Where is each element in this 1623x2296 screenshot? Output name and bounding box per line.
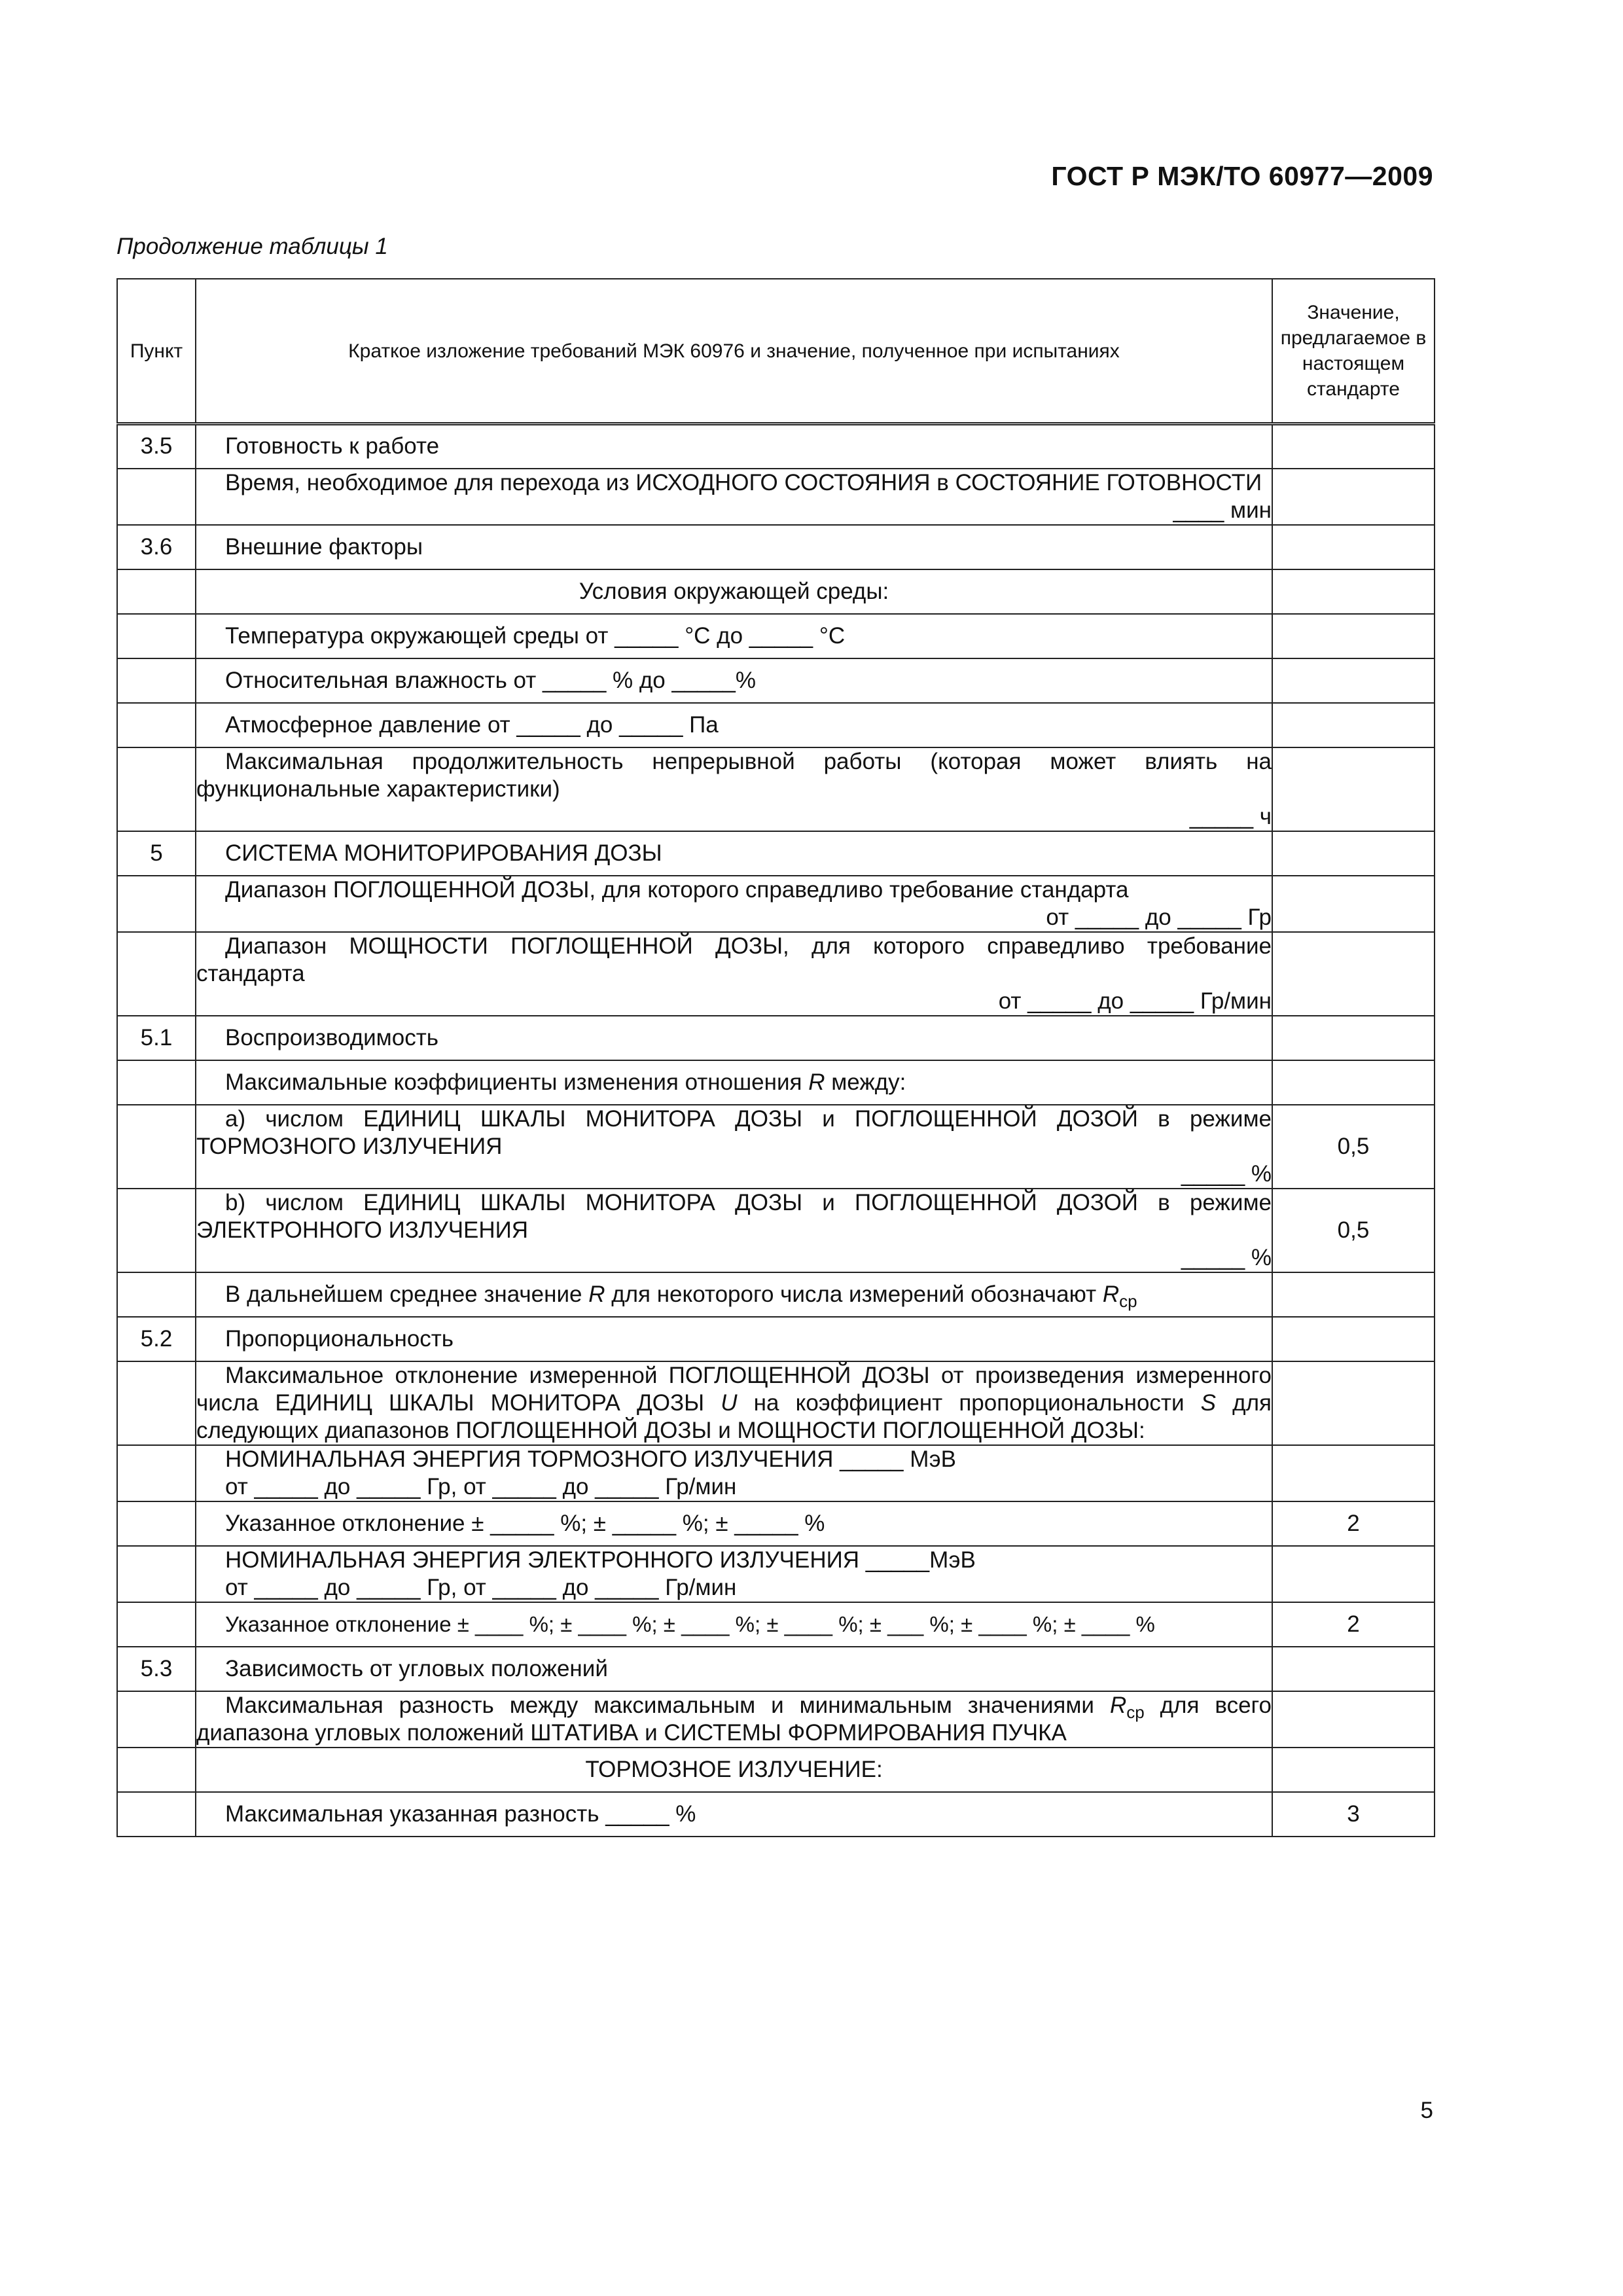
table-row xyxy=(117,1272,1435,1317)
row-num xyxy=(117,469,196,525)
row-text-a: Максимальная разность между максимальным и минимальным значениями xyxy=(225,1692,1110,1718)
row-num xyxy=(117,1105,196,1189)
row-value xyxy=(1272,1647,1435,1691)
row-text: Атмосферное давление от _____ до _____ Па xyxy=(196,703,1272,747)
row-value xyxy=(1272,525,1435,569)
row-num xyxy=(117,1272,196,1317)
table-row xyxy=(117,614,1435,658)
table-row xyxy=(117,424,1435,469)
row-text: Готовность к работе xyxy=(196,424,1272,469)
variable-u: U xyxy=(721,1390,738,1416)
row-text: Зависимость от угловых положений xyxy=(196,1647,1272,1691)
row-text: Температура окружающей среды от _____ °С до _____ °С xyxy=(196,614,1272,658)
table-header-row xyxy=(117,279,1435,424)
table-row xyxy=(117,1546,1435,1602)
row-num xyxy=(117,703,196,747)
row-text-end: между: xyxy=(825,1069,906,1095)
row-text-c: для следующих диапазонов ПОГЛОЩЕННОЙ ДОЗЫ и МОЩНОСТИ ПОГЛОЩЕННОЙ ДОЗЫ: xyxy=(196,1390,1272,1443)
table-row xyxy=(117,1361,1435,1445)
row-tail: от _____ до _____ Гр/мин xyxy=(998,988,1272,1014)
row-value xyxy=(1272,932,1435,1016)
table-row xyxy=(117,1060,1435,1105)
row-text: ТОРМОЗНОЕ ИЗЛУЧЕНИЕ: xyxy=(196,1748,1272,1792)
row-value: 2 xyxy=(1272,1501,1435,1546)
row-num xyxy=(117,876,196,932)
row-num xyxy=(117,1691,196,1748)
row-text: b) числом ЕДИНИЦ ШКАЛЫ МОНИТОРА ДОЗЫ и ПОГЛОЩЕННОЙ ДОЗОЙ в режиме ЭЛЕКТРОННОГО ИЗЛУЧЕНИЯ xyxy=(196,1189,1272,1243)
table-row xyxy=(117,469,1435,525)
row-tail: от _____ до _____ Гр xyxy=(1046,904,1272,930)
row-text: Максимальная продолжительность непрерывной работы (которая может влиять на функциональные характеристики) xyxy=(196,748,1272,802)
row-value xyxy=(1272,469,1435,525)
row-text-b: на коэффициент пропорциональности xyxy=(737,1390,1201,1416)
table-row xyxy=(117,831,1435,876)
table-row xyxy=(117,1105,1435,1189)
row-value xyxy=(1272,614,1435,658)
row-text-a: Максимальное отклонение измеренной ПОГЛОЩЕННОЙ ДОЗЫ от произведения измеренного числа ЕДИНИЦ ШКАЛЫ МОНИТОРА ДОЗЫ xyxy=(196,1362,1272,1416)
row-text: Указанное отклонение ± ____ %; ± ____ %; ± ____ %; ± ____ %; ± ___ %; ± ____ %; ± ____ % xyxy=(196,1602,1272,1647)
row-value xyxy=(1272,424,1435,469)
row-line-2: от _____ до _____ Гр, от _____ до _____ Гр/мин xyxy=(225,1574,737,1600)
row-tail: _____ % xyxy=(1181,1244,1272,1270)
table-row xyxy=(117,932,1435,1016)
row-line-1: НОМИНАЛЬНАЯ ЭНЕРГИЯ ЭЛЕКТРОННОГО ИЗЛУЧЕНИЯ _____МэВ xyxy=(225,1547,976,1573)
page-number: 5 xyxy=(1420,2098,1433,2123)
row-num xyxy=(117,658,196,703)
row-num: 5 xyxy=(117,831,196,876)
row-tail: ____ мин xyxy=(1173,497,1272,523)
row-text-cell xyxy=(196,1105,1272,1189)
variable-s: S xyxy=(1200,1390,1217,1416)
table-row xyxy=(117,658,1435,703)
header-proposed-value xyxy=(1272,279,1435,424)
row-num: 5.3 xyxy=(117,1647,196,1691)
row-num xyxy=(117,1445,196,1501)
row-num xyxy=(117,1361,196,1445)
row-line-1: НОМИНАЛЬНАЯ ЭНЕРГИЯ ТОРМОЗНОГО ИЗЛУЧЕНИЯ _____ МэВ xyxy=(225,1446,956,1472)
row-num: 5.2 xyxy=(117,1317,196,1361)
row-text: Условия окружающей среды: xyxy=(196,569,1272,614)
row-tail: _____ % xyxy=(1181,1160,1272,1187)
table-row xyxy=(117,1445,1435,1501)
header-item: Пункт xyxy=(117,279,196,424)
table-row xyxy=(117,1189,1435,1272)
table-row xyxy=(117,1792,1435,1837)
table-row xyxy=(117,703,1435,747)
variable-r-avg: R xyxy=(1102,1281,1120,1307)
row-text: a) числом ЕДИНИЦ ШКАЛЫ МОНИТОРА ДОЗЫ и ПОГЛОЩЕННОЙ ДОЗОЙ в режиме ТОРМОЗНОГО ИЗЛУЧЕНИЯ xyxy=(196,1105,1272,1159)
row-value xyxy=(1272,831,1435,876)
row-text-b: для всего диапазона угловых положений ШТАТИВА и СИСТЕМЫ ФОРМИРОВАНИЯ ПУЧКА xyxy=(196,1692,1272,1746)
row-value: 0,5 xyxy=(1272,1189,1435,1272)
row-text-cell xyxy=(196,1189,1272,1272)
row-text: Воспроизводимость xyxy=(196,1016,1272,1060)
row-text: Указанное отклонение ± _____ %; ± _____ %; ± _____ % xyxy=(196,1501,1272,1546)
requirements-table xyxy=(116,278,1435,1837)
header-summary: Краткое изложение требований МЭК 60976 и значение, полученное при испытаниях xyxy=(196,279,1272,424)
row-value xyxy=(1272,1546,1435,1602)
subscript-avg: ср xyxy=(1126,1702,1145,1722)
row-value xyxy=(1272,1060,1435,1105)
table-row xyxy=(117,1647,1435,1691)
row-text-cell xyxy=(196,747,1272,831)
row-line-2: от _____ до _____ Гр, от _____ до _____ Гр/мин xyxy=(225,1473,737,1499)
row-value xyxy=(1272,1272,1435,1317)
row-text-cell xyxy=(196,1060,1272,1105)
row-text-cell xyxy=(196,1546,1272,1602)
row-value xyxy=(1272,569,1435,614)
row-value xyxy=(1272,1748,1435,1792)
row-value xyxy=(1272,747,1435,831)
row-text-cell xyxy=(196,1272,1272,1317)
row-text: СИСТЕМА МОНИТОРИРОВАНИЯ ДОЗЫ xyxy=(196,831,1272,876)
row-tail: _____ ч xyxy=(1189,803,1272,829)
table-row xyxy=(117,525,1435,569)
row-value: 2 xyxy=(1272,1602,1435,1647)
row-text: Относительная влажность от _____ % до _____% xyxy=(196,658,1272,703)
row-num xyxy=(117,1501,196,1546)
row-num: 3.6 xyxy=(117,525,196,569)
row-text-mid: для некоторого числа измерений обозначают xyxy=(605,1281,1103,1307)
table-row xyxy=(117,1748,1435,1792)
table-row xyxy=(117,876,1435,932)
variable-r-avg: R xyxy=(1109,1692,1127,1718)
row-value xyxy=(1272,658,1435,703)
table-caption: Продолжение таблицы 1 xyxy=(116,234,388,259)
row-value xyxy=(1272,876,1435,932)
subscript-avg: ср xyxy=(1119,1291,1137,1311)
row-text: В дальнейшем среднее значение xyxy=(225,1281,589,1307)
row-num: 3.5 xyxy=(117,424,196,469)
row-num xyxy=(117,1189,196,1272)
row-num xyxy=(117,1602,196,1647)
row-text: Время, необходимое для перехода из ИСХОДНОГО СОСТОЯНИЯ в СОСТОЯНИЕ ГОТОВНОСТИ xyxy=(225,469,1262,495)
row-num xyxy=(117,569,196,614)
row-value xyxy=(1272,1016,1435,1060)
table-row xyxy=(117,747,1435,831)
row-num xyxy=(117,1748,196,1792)
row-text-cell xyxy=(196,1445,1272,1501)
row-value: 3 xyxy=(1272,1792,1435,1837)
row-text: Диапазон МОЩНОСТИ ПОГЛОЩЕННОЙ ДОЗЫ, для которого справедливо требование стандарта xyxy=(196,933,1272,986)
standard-header: ГОСТ Р МЭК/ТО 60977—2009 xyxy=(1051,161,1433,191)
row-text: Максимальные коэффициенты изменения отношения xyxy=(225,1069,809,1095)
variable-r: R xyxy=(588,1281,605,1307)
row-text: Пропорциональность xyxy=(196,1317,1272,1361)
table-row xyxy=(117,1016,1435,1060)
row-text-cell xyxy=(196,876,1272,932)
row-value xyxy=(1272,1317,1435,1361)
table-row xyxy=(117,1602,1435,1647)
row-num xyxy=(117,1546,196,1602)
row-num xyxy=(117,1792,196,1837)
table-row xyxy=(117,569,1435,614)
table-row xyxy=(117,1691,1435,1748)
row-num xyxy=(117,614,196,658)
row-text: Внешние факторы xyxy=(196,525,1272,569)
row-text xyxy=(196,1362,1272,1444)
row-text xyxy=(196,1692,1272,1747)
row-value: 0,5 xyxy=(1272,1105,1435,1189)
row-text-cell xyxy=(196,1361,1272,1445)
row-num xyxy=(117,747,196,831)
row-value xyxy=(1272,1361,1435,1445)
row-num xyxy=(117,1060,196,1105)
header-proposed-value-text: Значение, предлагаемое в настоящем стандарте xyxy=(1280,302,1427,400)
row-text-cell xyxy=(196,932,1272,1016)
row-value xyxy=(1272,1445,1435,1501)
row-text: Диапазон ПОГЛОЩЕННОЙ ДОЗЫ, для которого справедливо требование стандарта xyxy=(225,876,1129,903)
row-text: Максимальная указанная разность _____ % xyxy=(196,1792,1272,1837)
row-text-cell xyxy=(196,469,1272,525)
row-num xyxy=(117,932,196,1016)
row-text-cell xyxy=(196,1691,1272,1748)
row-num: 5.1 xyxy=(117,1016,196,1060)
row-value xyxy=(1272,703,1435,747)
row-value xyxy=(1272,1691,1435,1748)
variable-r: R xyxy=(808,1069,825,1095)
table-row xyxy=(117,1501,1435,1546)
table-row xyxy=(117,1317,1435,1361)
